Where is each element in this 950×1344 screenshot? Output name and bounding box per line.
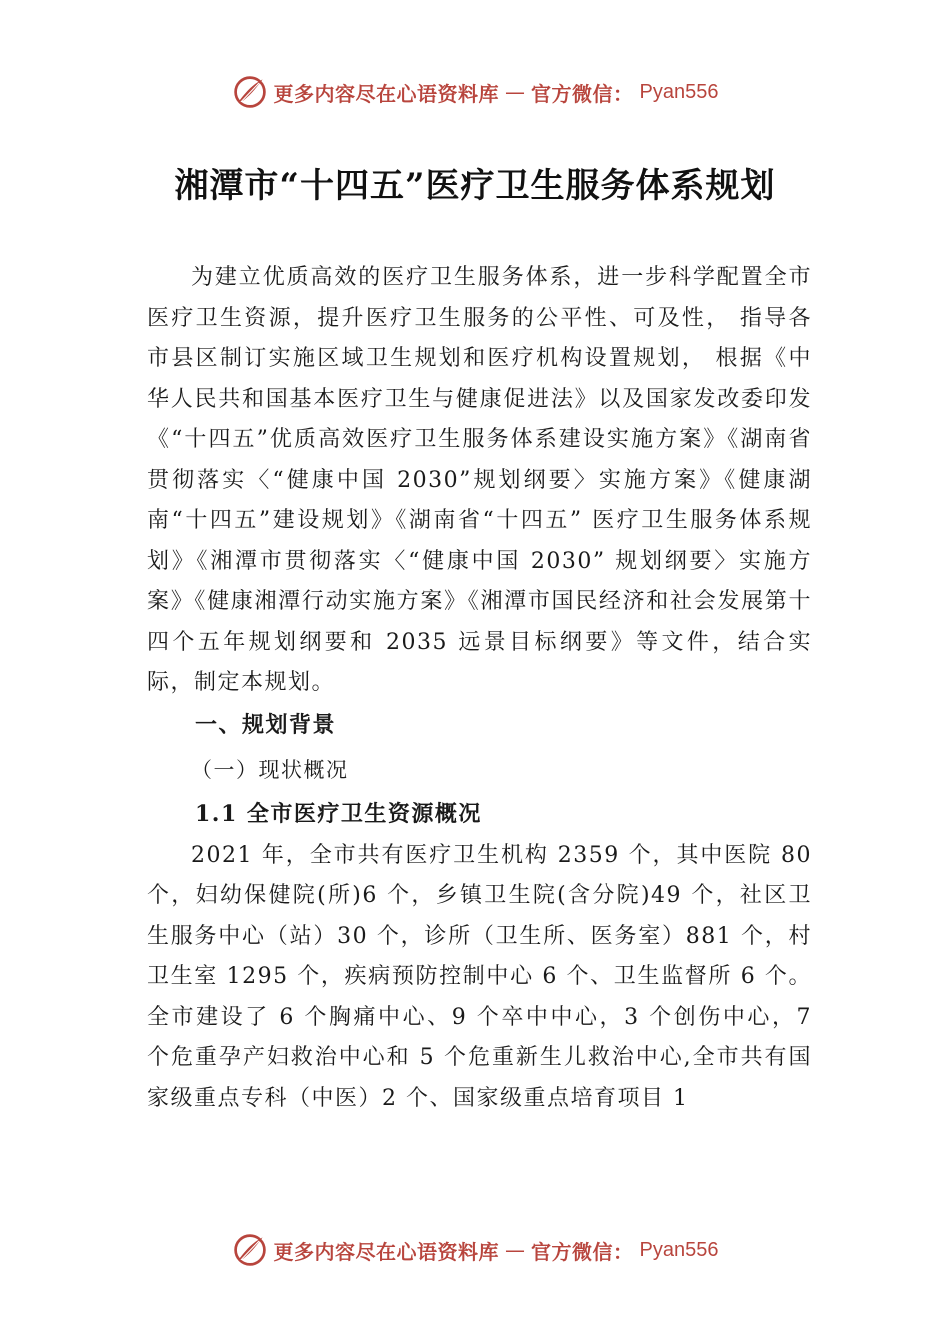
watermark-separator: —	[505, 80, 526, 104]
heading-1-1-resources: 1.1 全市医疗卫生资源概况	[195, 800, 482, 827]
feather-pen-logo-icon	[232, 74, 268, 110]
watermark-id: Pyan556	[639, 80, 719, 103]
watermark-header	[0, 74, 950, 110]
resources-paragraph: 2021 年，全市共有医疗卫生机构 2359 个，其中医院 80 个，妇幼保健院(所)6 个，乡镇卫生院(含分院)49 个，社区卫生服务中心（站）30 个，诊所（卫生所、医务室）881 个，村卫生室 1295 个，疾病预防控制中心 6 个、卫生监督所 6 个。全市建设了 6 个胸痛中心、9 个卒中中心，3 个创伤中心，7 个危重孕产妇救治中心和 5 个危重新生儿救治中心,全市共有国家级重点专科（中医）2 个、国家级重点培育项目 1	[147, 842, 812, 1111]
watermark-text: 更多内容尽在心语资料库	[273, 1239, 500, 1264]
document-title: 湘潭市“十四五”医疗卫生服务体系规划	[174, 166, 776, 206]
watermark-label: 官方微信：	[531, 1239, 634, 1264]
document-body	[147, 258, 812, 1119]
section-heading-background: 一、规划背景	[195, 712, 337, 738]
feather-pen-logo-icon	[232, 1232, 268, 1268]
watermark-text: 更多内容尽在心语资料库	[273, 81, 500, 106]
watermark-id: Pyan556	[639, 1238, 719, 1261]
watermark-label: 官方微信：	[531, 81, 634, 106]
subsection-heading-overview: （一）现状概况	[191, 757, 349, 782]
intro-paragraph: 为建立优质高效的医疗卫生服务体系，进一步科学配置全市医疗卫生资源，提升医疗卫生服务的公平性、可及性， 指导各市县区制订实施区域卫生规划和医疗机构设置规划， 根据《中华人民共和国基本医疗卫生与健康促进法》以及国家发改委印发《“十四五”优质高效医疗卫生服务体系建设实施方案》《湖南省贯彻落实〈“健康中国 2030”规划纲要〉实施方案》《健康湖南“十四五”建设规划》《湖南省“十四五” 医疗卫生服务体系规划》《湘潭市贯彻落实〈“健康中国 2030” 规划纲要〉实施方案》《健康湘潭行动实施方案》《湘潭市国民经济和社会发展第十四个五年规划纲要和 2035 远景目标纲要》等文件，结合实际，制定本规划。	[147, 265, 812, 695]
watermark-separator: —	[505, 1238, 526, 1262]
watermark-footer	[0, 1232, 950, 1268]
